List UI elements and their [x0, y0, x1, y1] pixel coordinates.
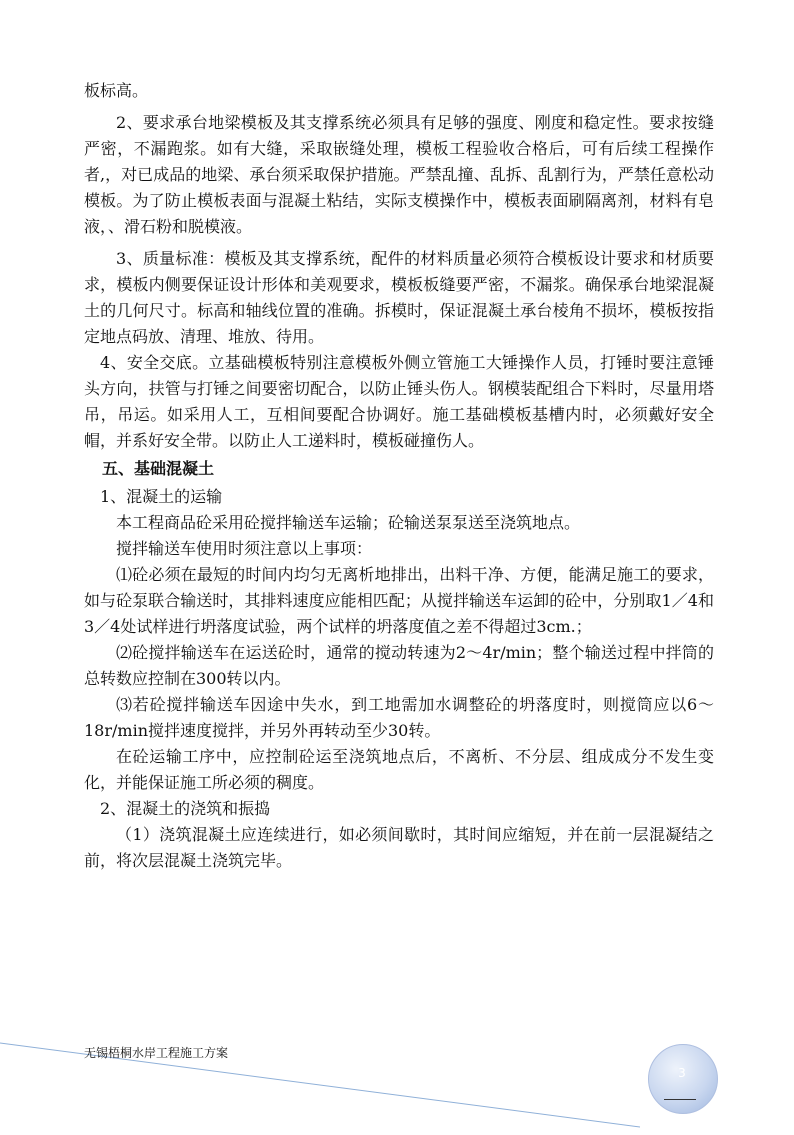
- paragraph-2: 3、质量标准：模板及其支撑系统，配件的材料质量必须符合模板设计要求和材质要求，模板内侧要保证设计形体和美观要求，模板板缝要严密，不漏浆。确保承台地梁混凝土的几何尺寸。标高和轴线位置的准确。拆模时，保证混凝土承台棱角不损坏，模板按指定地点码放、清理、堆放、待用。: [84, 249, 714, 346]
- section-heading: 五、基础混凝土: [102, 459, 215, 478]
- paragraph-1: 2、要求承台地梁模板及其支撑系统必须具有足够的强度、刚度和稳定性。要求按缝严密，不漏跑浆。如有大缝，采取嵌缝处理，模板工程验收合格后，可有后续工程操作者,，对已成品的地梁、承台须采取保护措施。严禁乱撞、乱拆、乱割行为，严禁任意松动模板。为了防止模板表面与混凝土粘结，实际支模操作中，模板表面刷隔离剂，材料有皂液，、滑石粉和脱模液。: [84, 113, 714, 236]
- paragraph-10: ⑶若砼搅拌输送车因途中失水，到工地需加水调整砼的坍落度时，则搅筒应以6～18r/min搅拌速度搅拌，并另外再转动至少30转。: [84, 695, 714, 740]
- paragraph-3: 4、安全交底。立基础模板特别注意模板外侧立管施工大锤操作人员，打锤时要注意锤头方向，扶管与打锤之间要密切配合，以防止锤头伤人。钢模装配组合下料时，尽量用塔吊，吊运。如采用人工，互相间要配合协调好。施工基础模板基槽内时，必须戴好安全帽，并系好安全带。以防止人工递料时，模板碰撞伤人。: [84, 353, 714, 450]
- paragraph-8: ⑴砼必须在最短的时间内均匀无离析地排出，出料干净、方便，能满足施工的要求，如与砼泵联合输送时，其排料速度应能相匹配；从搅拌输送车运卸的砼中，分别取1／4和3／4处试样进行坍落度试验，两个试样的坍落度值之差不得超过3cm.；: [84, 565, 714, 636]
- paragraph-13: （1）浇筑混凝土应连续进行，如必须间歇时，其时间应缩短，并在前一层混凝结之前，将次层混凝土浇筑完毕。: [84, 825, 714, 870]
- subsection-1-title: 1、混凝土的运输: [100, 487, 223, 506]
- footer-document-title: 无锡梧桐水岸工程施工方案: [84, 1046, 229, 1060]
- paragraph-0: 板标高。: [84, 81, 149, 100]
- paragraph-9: ⑵砼搅拌输送车在运送砼时，通常的搅动转速为2～4r/min；整个输送过程中拌筒的总转数应控制在300转以内。: [84, 643, 714, 688]
- paragraph-7: 搅拌输送车使用时须注意以上事项：: [116, 539, 373, 558]
- paragraph-11: 在砼运输工序中，应控制砼运至浇筑地点后，不离析、不分层、组成成分不发生变化，并能保证施工所必须的稠度。: [84, 747, 714, 792]
- document-body: [84, 78, 714, 874]
- page-number: 3: [678, 1066, 686, 1080]
- subsection-2-title: 2、混凝土的浇筑和振捣: [100, 799, 271, 818]
- page-number-underline: [664, 1099, 696, 1100]
- paragraph-6: 本工程商品砼采用砼搅拌输送车运输；砼输送泵泵送至浇筑地点。: [116, 513, 581, 532]
